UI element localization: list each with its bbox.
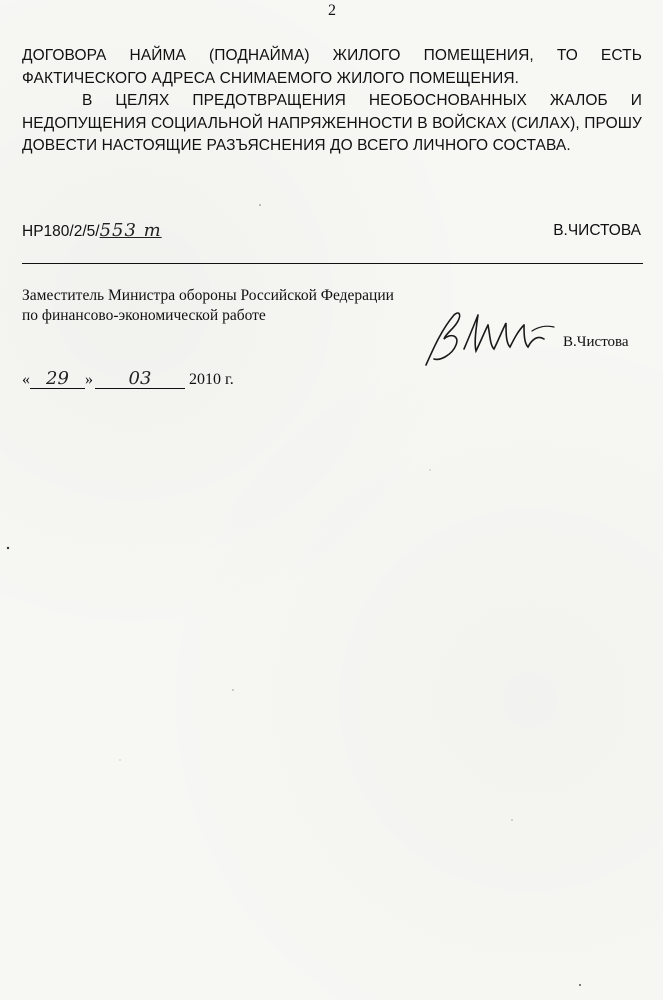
letter-body — [22, 45, 642, 158]
signer-name-top: В.ЧИСТОВА — [553, 222, 641, 239]
page-number: 2 — [328, 2, 336, 19]
position-line-1: Заместитель Министра обороны Российской Федерации — [22, 287, 394, 304]
body-paragraph-2: В ЦЕЛЯХ ПРЕДОТВРАЩЕНИЯ НЕОБОСНОВАННЫХ ЖАЛОБ И НЕДОПУЩЕНИЯ СОЦИАЛЬНОЙ НАПРЯЖЕННОСТИ В ВОЙСКАХ (СИЛАХ), ПРОШУ ДОВЕСТИ НАСТОЯЩИЕ РАЗЪЯСНЕНИЯ ДО ВСЕГО ЛИЧНОГО СОСТАВА. — [22, 92, 642, 154]
date-close-quote: » — [85, 371, 93, 388]
reference-printed: НР180/2/5/ — [22, 223, 100, 240]
signer-name-bottom: В.Чистова — [563, 334, 629, 350]
date-open-quote: « — [22, 371, 30, 388]
date-day-handwritten: 29 — [30, 370, 85, 389]
position-line-2: по финансово-экономической работе — [22, 307, 266, 324]
outgoing-reference-number — [22, 220, 162, 241]
body-line-1: ДОГОВОРА НАЙМА (ПОДНАЙМА) ЖИЛОГО ПОМЕЩЕНИЯ, ТО ЕСТЬ — [22, 47, 642, 64]
reference-handwritten: 553 т — [99, 220, 162, 241]
date-year: 2010 г. — [189, 371, 234, 388]
signing-date — [22, 370, 234, 389]
signer-position — [22, 286, 394, 326]
date-month-handwritten: 03 — [95, 370, 185, 389]
handwritten-signature — [420, 303, 560, 373]
separator-line — [22, 263, 643, 264]
body-line-2: ФАКТИЧЕСКОГО АДРЕСА СНИМАЕМОГО ЖИЛОГО ПОМЕЩЕНИЯ. — [22, 69, 520, 87]
